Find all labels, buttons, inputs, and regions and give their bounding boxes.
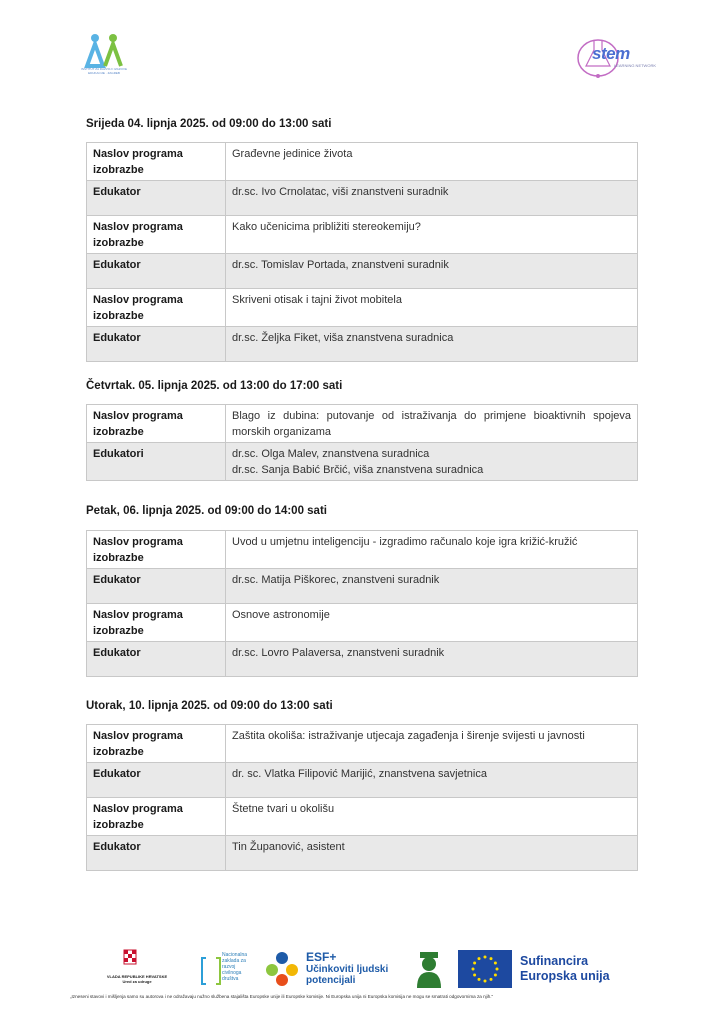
row-value (226, 798, 638, 836)
table-row (87, 798, 638, 836)
row-value (226, 443, 638, 481)
row-value (226, 531, 638, 569)
row-label: Naslov programa izobrazbe (87, 405, 226, 443)
institute-logo-text: INSTITUT ZA RAZVOJ I IZAZOVE EDUKACIJE · ZAGREB (81, 67, 127, 75)
row-value-line: dr.sc. Lovro Palaversa, znanstveni suradnik (232, 647, 445, 659)
row-label: Edukator (87, 836, 226, 871)
row-label: Naslov programa izobrazbe (87, 604, 226, 642)
eu-flag-icon (458, 950, 512, 988)
table-row (87, 405, 638, 443)
graduate-person-icon (414, 948, 444, 988)
table-row (87, 531, 638, 569)
stem-logo-subtitle: LEARNING NETWORK (614, 63, 657, 68)
national-foundation-text: Nacionalna zaklada za razvoj civilnoga društva (222, 952, 248, 982)
croatia-government-text: VLADA REPUBLIKE HRVATSKE Ured za udruge (106, 974, 168, 984)
table-row (87, 254, 638, 289)
row-label: Naslov programa izobrazbe (87, 289, 226, 327)
row-label: Edukator (87, 569, 226, 604)
row-value-line: dr.sc. Željka Fiket, viša znanstvena suradnica (232, 332, 454, 344)
row-value-line: dr.sc. Olga Malev, znanstvena suradnica (232, 448, 430, 460)
row-value-line: Skriveni otisak i tajni život mobitela (232, 294, 402, 306)
row-label: Edukator (87, 327, 226, 362)
eu-disclaimer: „Izneseni stavovi i mišljenja samo su autorova i ne odražavaju nužno službena stajališta Europske unije ili Europske komisije. Ni Europska unija ni Europska komisija ne mogu se smatrati odgovornima za njih." (70, 994, 494, 999)
esf-plus-logo (262, 948, 302, 988)
row-label: Naslov programa izobrazbe (87, 216, 226, 254)
row-value-line: dr.sc. Matija Piškorec, znanstveni suradnik (232, 574, 440, 586)
institute-logo (84, 32, 124, 68)
row-value-line: Tin Županović, asistent (232, 841, 345, 853)
day-heading: Četvrtak. 05. lipnja 2025. od 13:00 do 17:00 sati (86, 380, 343, 392)
schedule-table (86, 404, 638, 481)
row-value-line: dr.sc. Sanja Babić Brčić, viša znanstvena suradnica (232, 464, 484, 476)
row-value (226, 405, 638, 443)
day-heading: Utorak, 10. lipnja 2025. od 09:00 do 13:00 sati (86, 700, 333, 712)
row-label: Naslov programa izobrazbe (87, 798, 226, 836)
stem-logo-word: stem (592, 44, 630, 63)
table-row (87, 725, 638, 763)
table-row (87, 289, 638, 327)
schedule-table (86, 142, 638, 362)
row-value (226, 143, 638, 181)
eu-cofunded-text: Sufinancira Europska unija (520, 954, 610, 983)
table-row (87, 181, 638, 216)
row-value (226, 289, 638, 327)
row-value-line: Kako učenicima približiti stereokemiju? (232, 221, 421, 233)
row-value-line: dr.sc. Tomislav Portada, znanstveni suradnik (232, 259, 449, 271)
row-label: Edukator (87, 181, 226, 216)
row-value (226, 836, 638, 871)
row-label: Edukator (87, 642, 226, 677)
day-heading: Srijeda 04. lipnja 2025. od 09:00 do 13:00 sati (86, 118, 332, 130)
row-value (226, 642, 638, 677)
table-row (87, 642, 638, 677)
row-label: Naslov programa izobrazbe (87, 143, 226, 181)
row-value (226, 327, 638, 362)
row-value-line: Zaštita okoliša: istraživanje utjecaja zagađenja i širenje svijesti u javnosti (232, 730, 585, 742)
row-value (226, 254, 638, 289)
row-value (226, 569, 638, 604)
row-value-line: Osnove astronomije (232, 609, 330, 621)
table-row (87, 443, 638, 481)
row-value-line: Blago iz dubina: putovanje od istraživanja do primjene bioaktivnih spojeva morskih organizama (232, 410, 631, 438)
footer-logos (86, 946, 638, 990)
row-value-line: dr.sc. Ivo Crnolatac, viši znanstveni suradnik (232, 186, 449, 198)
row-value (226, 725, 638, 763)
row-label: Edukator (87, 254, 226, 289)
row-value-line: Štetne tvari u okolišu (232, 803, 335, 815)
table-row (87, 216, 638, 254)
schedule-table (86, 724, 638, 871)
table-row (87, 327, 638, 362)
row-label: Naslov programa izobrazbe (87, 725, 226, 763)
row-value-line: dr. sc. Vlatka Filipović Marijić, znanstvena savjetnica (232, 768, 487, 780)
day-heading: Petak, 06. lipnja 2025. od 09:00 do 14:00 sati (86, 505, 327, 517)
table-row (87, 604, 638, 642)
row-label: Naslov programa izobrazbe (87, 531, 226, 569)
row-value (226, 604, 638, 642)
schedule-table (86, 530, 638, 677)
esf-subtitle: Učinkoviti ljudski potencijali (306, 964, 389, 986)
table-row (87, 569, 638, 604)
row-label: Edukatori (87, 443, 226, 481)
table-row (87, 836, 638, 871)
esf-title: ESF+ (306, 950, 337, 964)
row-value-line: Uvod u umjetnu inteligenciju - izgradimo računalo koje igra križić-kružić (232, 536, 578, 548)
table-row (87, 143, 638, 181)
row-value (226, 763, 638, 798)
row-label: Edukator (87, 763, 226, 798)
row-value-line: Građevne jedinice života (232, 148, 353, 160)
row-value (226, 181, 638, 216)
row-value (226, 216, 638, 254)
table-row (87, 763, 638, 798)
